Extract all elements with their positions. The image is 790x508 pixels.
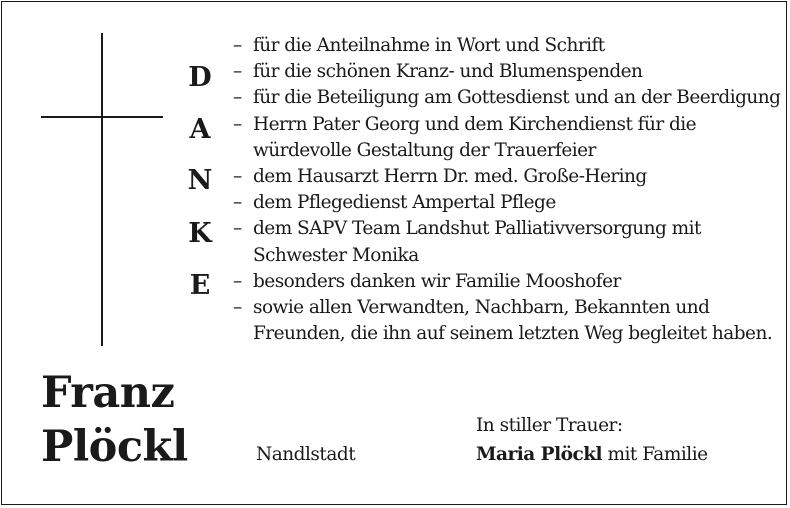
thanks-item: – dem Pflegedienst Ampertal Pflege [233,192,556,214]
place-name: Nandlstadt [256,444,356,465]
danke-letter-k: K [188,218,212,249]
thanks-item: – besonders danken wir Familie Mooshofer [233,270,621,292]
danke-letter-n: N [187,165,213,196]
mourner-suffix: mit Familie [602,444,708,465]
mourner-name: Maria Plöckl [476,444,603,465]
deceased-last-name: Plöckl [41,422,188,472]
thanks-item: – dem SAPV Team Landshut Palliativversorgung mit Schwester Monika [233,218,701,266]
thanks-item: – Herrn Pater Georg und dem Kirchendienst für die würdevolle Gestaltung der Trauerfeier [233,113,697,161]
thanks-list [233,33,783,347]
thanks-item: – dem Hausarzt Herrn Dr. med. Große-Hering [233,166,647,188]
thanks-item: – für die Beteiligung am Gottesdienst und an der Beerdigung [233,87,781,109]
danke-letter-a: A [189,114,211,145]
thanks-item: – für die Anteilnahme in Wort und Schrift [233,35,605,56]
cross-icon-vertical [101,33,103,346]
thanks-item: – sowie allen Verwandten, Nachbarn, Bekannten und Freunden, die ihn auf seinem letzten Weg begleitet haben. [233,297,773,345]
mourning-label: In stiller Trauer: [476,415,623,436]
danke-letter-e: E [189,270,211,301]
deceased-first-name: Franz [41,368,175,418]
danke-letter-d: D [188,62,212,93]
cross-icon-horizontal [41,116,163,118]
mourner-line [476,444,708,465]
thanks-item: – für die schönen Kranz- und Blumenspenden [233,61,643,83]
